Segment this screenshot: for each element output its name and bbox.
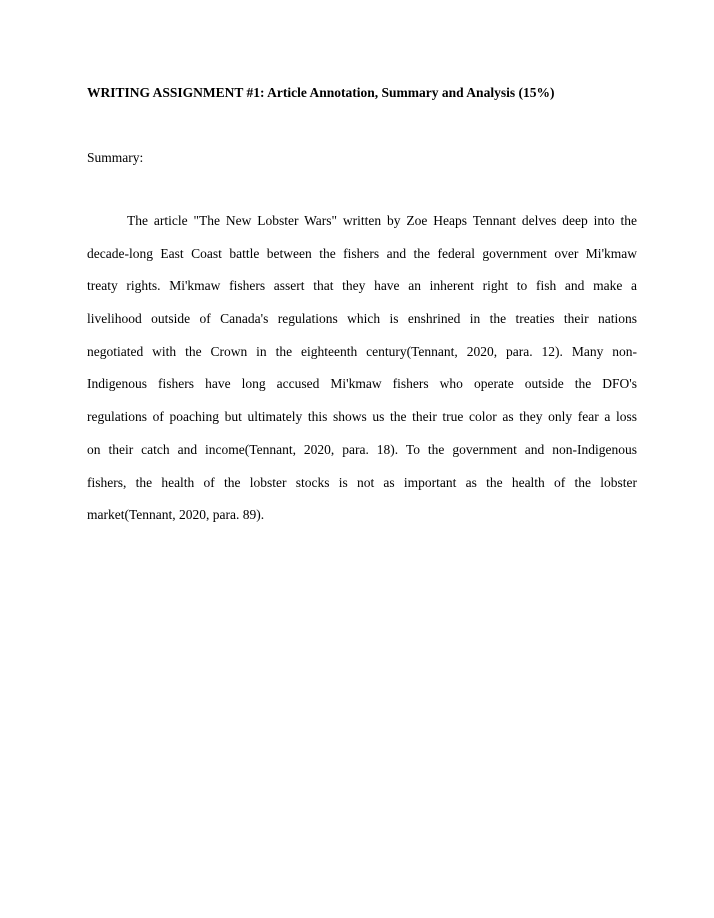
paragraph-line: The article "The New Lobster Wars" written by Zoe Heaps Tennant delves deep into the	[127, 213, 637, 228]
assignment-title: WRITING ASSIGNMENT #1: Article Annotation, Summary and Analysis (15%)	[87, 85, 555, 100]
paragraph-line: decade-long East Coast battle between the fishers and the federal government over Mi'kmaw	[87, 245, 637, 261]
paragraph-line: negotiated with the Crown in the eighteenth century(Tennant, 2020, para. 12). Many non-	[87, 343, 637, 359]
paragraph-line: fishers, the health of the lobster stocks is not as important as the health of the lobster	[87, 474, 637, 490]
paragraph-line: Indigenous fishers have long accused Mi'kmaw fishers who operate outside the DFO's	[87, 376, 637, 392]
paragraph-line: on their catch and income(Tennant, 2020, para. 18). To the government and non-Indigenous	[87, 441, 637, 457]
paragraph-line: market(Tennant, 2020, para. 89).	[87, 507, 265, 523]
paragraph-line: regulations of poaching but ultimately this shows us the their true color as they only fear a loss	[87, 409, 637, 425]
summary-paragraph	[87, 212, 637, 539]
summary-heading: Summary:	[87, 150, 144, 165]
paragraph-line: treaty rights. Mi'kmaw fishers assert that they have an inherent right to fish and make a	[87, 278, 637, 294]
paragraph-line: livelihood outside of Canada's regulations which is enshrined in the treaties their nations	[87, 311, 637, 327]
